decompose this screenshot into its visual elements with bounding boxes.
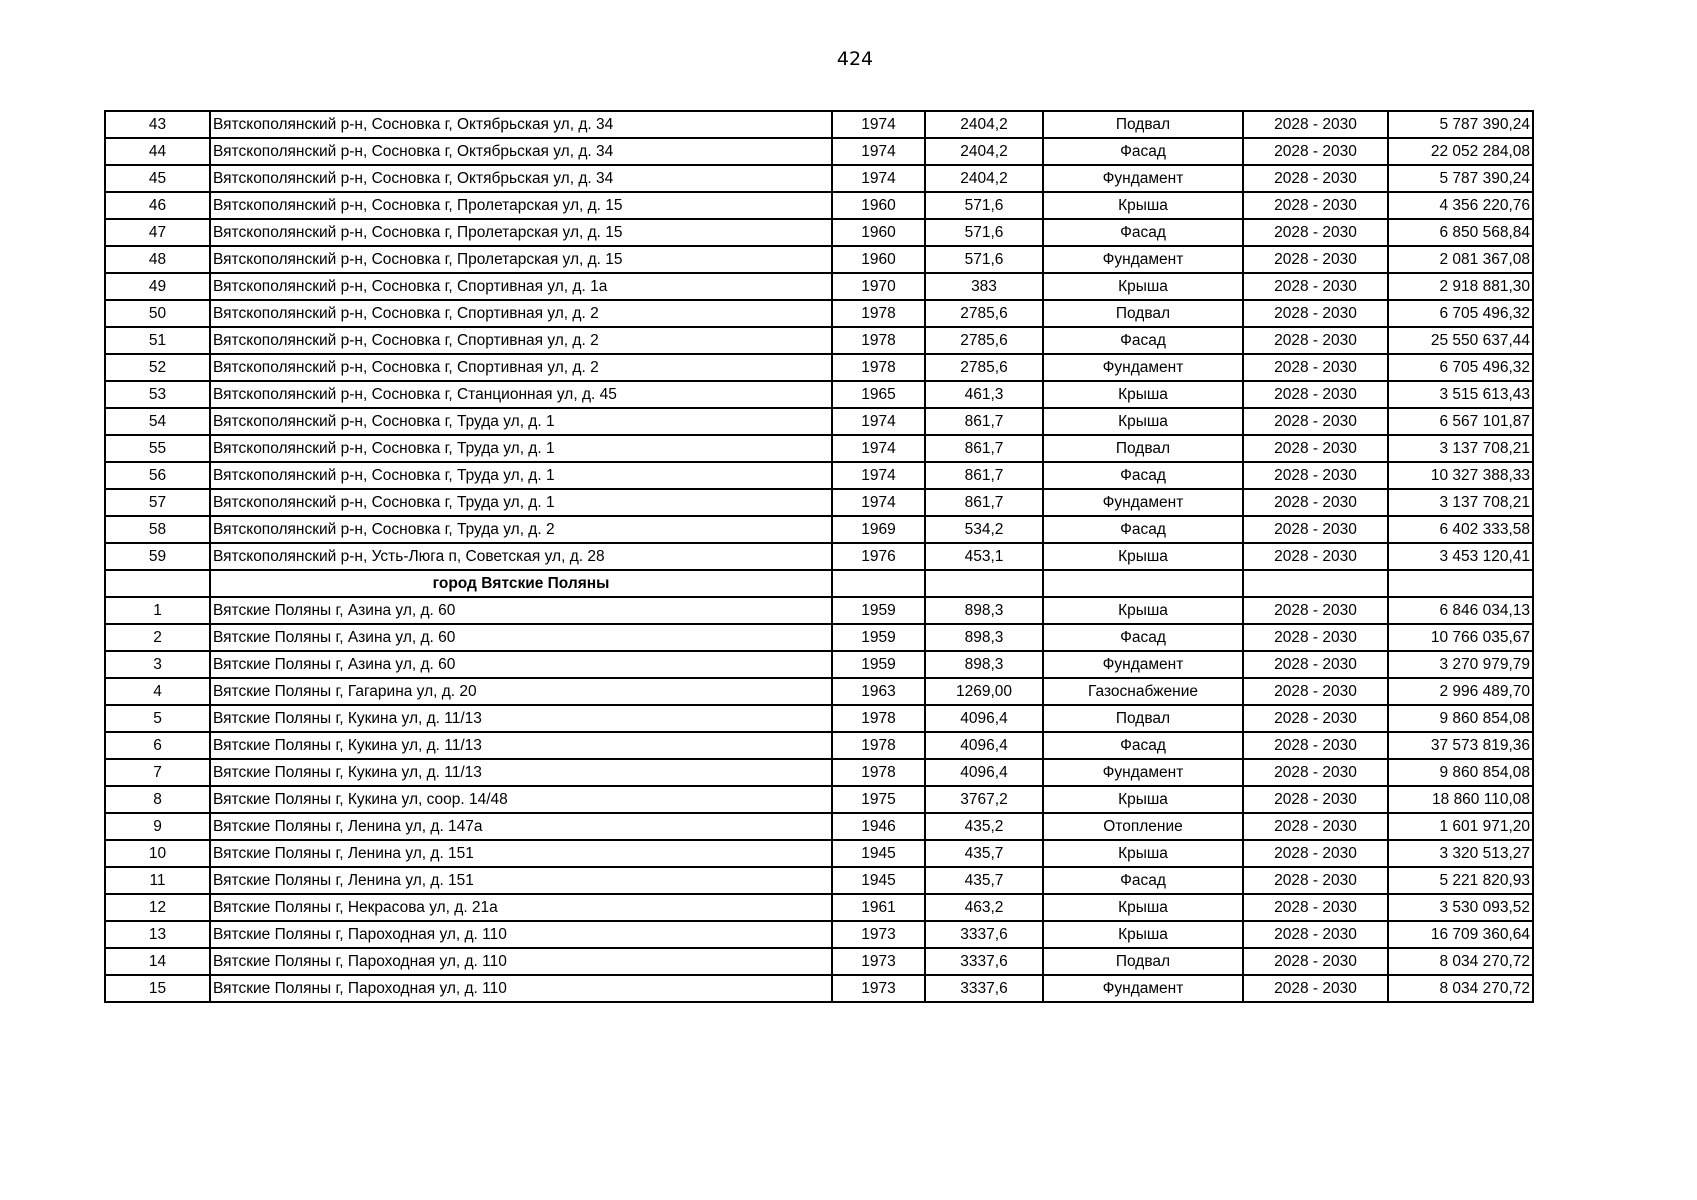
row-address: Вятские Поляны г, Ленина ул, д. 151 [210,867,832,894]
row-work-type: Фундамент [1043,975,1243,1002]
row-number: 48 [105,246,210,273]
row-period: 2028 - 2030 [1243,516,1388,543]
row-number: 49 [105,273,210,300]
row-year: 1974 [832,408,925,435]
row-work-type: Фасад [1043,219,1243,246]
row-period: 2028 - 2030 [1243,192,1388,219]
row-cost: 3 137 708,21 [1388,489,1533,516]
row-area: 4096,4 [925,705,1043,732]
row-number: 15 [105,975,210,1002]
row-cost: 5 221 820,93 [1388,867,1533,894]
row-number: 56 [105,462,210,489]
table-row [105,813,1533,840]
row-area: 461,3 [925,381,1043,408]
table-body [105,111,1533,1002]
row-work-type: Фундамент [1043,489,1243,516]
row-area: 534,2 [925,516,1043,543]
row-number: 44 [105,138,210,165]
section-empty-cell [1243,570,1388,597]
row-area: 4096,4 [925,732,1043,759]
row-period: 2028 - 2030 [1243,354,1388,381]
row-cost: 16 709 360,64 [1388,921,1533,948]
row-year: 1974 [832,462,925,489]
table-row [105,975,1533,1002]
row-address: Вятскополянский р-н, Сосновка г, Труда ул, д. 1 [210,408,832,435]
row-year: 1978 [832,732,925,759]
section-empty-cell [105,570,210,597]
row-cost: 2 996 489,70 [1388,678,1533,705]
row-number: 50 [105,300,210,327]
row-year: 1960 [832,192,925,219]
row-area: 571,6 [925,192,1043,219]
row-area: 861,7 [925,408,1043,435]
row-number: 6 [105,732,210,759]
row-cost: 6 705 496,32 [1388,354,1533,381]
row-period: 2028 - 2030 [1243,219,1388,246]
row-address: Вятскополянский р-н, Сосновка г, Спортивная ул, д. 2 [210,327,832,354]
row-work-type: Фундамент [1043,246,1243,273]
row-year: 1959 [832,651,925,678]
row-address: Вятские Поляны г, Кукина ул, д. 11/13 [210,732,832,759]
row-number: 47 [105,219,210,246]
row-area: 898,3 [925,624,1043,651]
row-area: 898,3 [925,597,1043,624]
row-work-type: Подвал [1043,435,1243,462]
row-cost: 3 453 120,41 [1388,543,1533,570]
repair-schedule-table [104,110,1534,1003]
table-row [105,354,1533,381]
table-row [105,786,1533,813]
row-number: 5 [105,705,210,732]
row-year: 1959 [832,597,925,624]
row-work-type: Фундамент [1043,651,1243,678]
row-period: 2028 - 2030 [1243,921,1388,948]
row-work-type: Фасад [1043,138,1243,165]
row-number: 10 [105,840,210,867]
table-row [105,138,1533,165]
row-number: 12 [105,894,210,921]
section-empty-cell [832,570,925,597]
row-cost: 18 860 110,08 [1388,786,1533,813]
row-cost: 6 846 034,13 [1388,597,1533,624]
page-number: 424 [836,48,874,70]
table-row [105,219,1533,246]
row-year: 1945 [832,840,925,867]
row-area: 3337,6 [925,975,1043,1002]
section-empty-cell [1388,570,1533,597]
row-area: 2404,2 [925,165,1043,192]
row-period: 2028 - 2030 [1243,867,1388,894]
row-period: 2028 - 2030 [1243,327,1388,354]
row-period: 2028 - 2030 [1243,948,1388,975]
row-work-type: Крыша [1043,840,1243,867]
table-row [105,759,1533,786]
row-number: 3 [105,651,210,678]
row-area: 463,2 [925,894,1043,921]
row-work-type: Крыша [1043,894,1243,921]
table-row [105,678,1533,705]
row-cost: 9 860 854,08 [1388,759,1533,786]
row-area: 2785,6 [925,327,1043,354]
row-cost: 8 034 270,72 [1388,948,1533,975]
row-address: Вятские Поляны г, Кукина ул, д. 11/13 [210,759,832,786]
table-row [105,381,1533,408]
row-number: 59 [105,543,210,570]
row-number: 2 [105,624,210,651]
row-cost: 6 850 568,84 [1388,219,1533,246]
row-area: 861,7 [925,489,1043,516]
section-empty-cell [925,570,1043,597]
row-cost: 22 052 284,08 [1388,138,1533,165]
row-work-type: Фасад [1043,732,1243,759]
row-year: 1970 [832,273,925,300]
row-period: 2028 - 2030 [1243,840,1388,867]
row-number: 55 [105,435,210,462]
row-year: 1978 [832,354,925,381]
row-work-type: Крыша [1043,273,1243,300]
row-area: 435,7 [925,840,1043,867]
row-period: 2028 - 2030 [1243,489,1388,516]
row-address: Вятские Поляны г, Пароходная ул, д. 110 [210,921,832,948]
row-year: 1974 [832,165,925,192]
row-period: 2028 - 2030 [1243,111,1388,138]
row-cost: 3 320 513,27 [1388,840,1533,867]
table-row [105,705,1533,732]
row-area: 1269,00 [925,678,1043,705]
table-row [105,867,1533,894]
row-cost: 10 327 388,33 [1388,462,1533,489]
row-period: 2028 - 2030 [1243,543,1388,570]
row-period: 2028 - 2030 [1243,597,1388,624]
table-row [105,624,1533,651]
row-work-type: Газоснабжение [1043,678,1243,705]
row-work-type: Фундамент [1043,165,1243,192]
row-period: 2028 - 2030 [1243,462,1388,489]
row-number: 1 [105,597,210,624]
row-year: 1976 [832,543,925,570]
row-address: Вятские Поляны г, Кукина ул, соор. 14/48 [210,786,832,813]
row-address: Вятскополянский р-н, Сосновка г, Спортивная ул, д. 2 [210,354,832,381]
row-work-type: Подвал [1043,948,1243,975]
row-address: Вятскополянский р-н, Сосновка г, Октябрьская ул, д. 34 [210,138,832,165]
table-row [105,732,1533,759]
row-number: 9 [105,813,210,840]
row-work-type: Крыша [1043,786,1243,813]
row-year: 1960 [832,219,925,246]
row-address: Вятские Поляны г, Ленина ул, д. 147а [210,813,832,840]
row-cost: 1 601 971,20 [1388,813,1533,840]
row-year: 1974 [832,111,925,138]
row-period: 2028 - 2030 [1243,732,1388,759]
row-area: 571,6 [925,246,1043,273]
row-address: Вятские Поляны г, Азина ул, д. 60 [210,597,832,624]
row-address: Вятскополянский р-н, Сосновка г, Спортивная ул, д. 1а [210,273,832,300]
row-area: 2785,6 [925,354,1043,381]
row-address: Вятские Поляны г, Азина ул, д. 60 [210,624,832,651]
row-area: 2785,6 [925,300,1043,327]
row-work-type: Фасад [1043,516,1243,543]
row-address: Вятскополянский р-н, Сосновка г, Труда ул, д. 1 [210,489,832,516]
row-year: 1969 [832,516,925,543]
row-year: 1974 [832,435,925,462]
row-cost: 25 550 637,44 [1388,327,1533,354]
row-cost: 6 705 496,32 [1388,300,1533,327]
section-header-row [105,570,1533,597]
row-area: 861,7 [925,462,1043,489]
row-cost: 2 081 367,08 [1388,246,1533,273]
table-row [105,165,1533,192]
row-number: 54 [105,408,210,435]
row-work-type: Фундамент [1043,354,1243,381]
row-address: Вятскополянский р-н, Сосновка г, Пролетарская ул, д. 15 [210,219,832,246]
row-address: Вятские Поляны г, Пароходная ул, д. 110 [210,975,832,1002]
row-year: 1978 [832,705,925,732]
row-work-type: Крыша [1043,381,1243,408]
row-address: Вятскополянский р-н, Сосновка г, Октябрьская ул, д. 34 [210,111,832,138]
row-cost: 10 766 035,67 [1388,624,1533,651]
row-address: Вятскополянский р-н, Сосновка г, Труда ул, д. 1 [210,435,832,462]
row-period: 2028 - 2030 [1243,165,1388,192]
row-period: 2028 - 2030 [1243,381,1388,408]
row-period: 2028 - 2030 [1243,408,1388,435]
row-period: 2028 - 2030 [1243,786,1388,813]
table-row [105,273,1533,300]
row-cost: 9 860 854,08 [1388,705,1533,732]
row-year: 1974 [832,489,925,516]
table-row [105,489,1533,516]
row-number: 52 [105,354,210,381]
row-cost: 3 137 708,21 [1388,435,1533,462]
row-address: Вятскополянский р-н, Сосновка г, Станционная ул, д. 45 [210,381,832,408]
row-address: Вятскополянский р-н, Сосновка г, Спортивная ул, д. 2 [210,300,832,327]
row-area: 435,2 [925,813,1043,840]
row-number: 8 [105,786,210,813]
row-period: 2028 - 2030 [1243,624,1388,651]
row-number: 46 [105,192,210,219]
table-row [105,327,1533,354]
row-period: 2028 - 2030 [1243,678,1388,705]
row-year: 1973 [832,975,925,1002]
row-area: 435,7 [925,867,1043,894]
row-area: 3337,6 [925,921,1043,948]
row-cost: 4 356 220,76 [1388,192,1533,219]
row-number: 4 [105,678,210,705]
row-period: 2028 - 2030 [1243,705,1388,732]
row-year: 1974 [832,138,925,165]
row-number: 45 [105,165,210,192]
row-number: 14 [105,948,210,975]
row-period: 2028 - 2030 [1243,246,1388,273]
table-row [105,408,1533,435]
table-row [105,516,1533,543]
row-year: 1978 [832,759,925,786]
row-year: 1973 [832,921,925,948]
row-year: 1978 [832,300,925,327]
row-area: 4096,4 [925,759,1043,786]
row-address: Вятские Поляны г, Некрасова ул, д. 21а [210,894,832,921]
row-area: 3337,6 [925,948,1043,975]
section-title: город Вятские Поляны [210,570,832,597]
row-work-type: Подвал [1043,300,1243,327]
row-year: 1975 [832,786,925,813]
row-number: 13 [105,921,210,948]
row-year: 1963 [832,678,925,705]
row-period: 2028 - 2030 [1243,435,1388,462]
table-row [105,543,1533,570]
row-period: 2028 - 2030 [1243,894,1388,921]
row-work-type: Отопление [1043,813,1243,840]
row-year: 1960 [832,246,925,273]
row-period: 2028 - 2030 [1243,273,1388,300]
row-period: 2028 - 2030 [1243,651,1388,678]
row-number: 58 [105,516,210,543]
row-number: 57 [105,489,210,516]
row-period: 2028 - 2030 [1243,300,1388,327]
row-number: 7 [105,759,210,786]
table-row [105,192,1533,219]
row-work-type: Фасад [1043,462,1243,489]
row-cost: 5 787 390,24 [1388,111,1533,138]
row-area: 3767,2 [925,786,1043,813]
row-cost: 8 034 270,72 [1388,975,1533,1002]
table-row [105,894,1533,921]
row-number: 51 [105,327,210,354]
row-number: 43 [105,111,210,138]
row-year: 1965 [832,381,925,408]
row-cost: 3 530 093,52 [1388,894,1533,921]
row-address: Вятскополянский р-н, Усть-Люга п, Советская ул, д. 28 [210,543,832,570]
row-area: 861,7 [925,435,1043,462]
row-work-type: Фундамент [1043,759,1243,786]
row-address: Вятские Поляны г, Ленина ул, д. 151 [210,840,832,867]
row-area: 2404,2 [925,138,1043,165]
row-work-type: Крыша [1043,408,1243,435]
row-area: 898,3 [925,651,1043,678]
section-empty-cell [1043,570,1243,597]
row-address: Вятские Поляны г, Азина ул, д. 60 [210,651,832,678]
row-work-type: Крыша [1043,597,1243,624]
row-area: 571,6 [925,219,1043,246]
table-row [105,300,1533,327]
table-row [105,462,1533,489]
table-row [105,597,1533,624]
row-cost: 3 515 613,43 [1388,381,1533,408]
row-address: Вятскополянский р-н, Сосновка г, Пролетарская ул, д. 15 [210,246,832,273]
row-cost: 5 787 390,24 [1388,165,1533,192]
row-work-type: Подвал [1043,111,1243,138]
row-area: 383 [925,273,1043,300]
table-row [105,948,1533,975]
row-address: Вятскополянский р-н, Сосновка г, Труда ул, д. 1 [210,462,832,489]
row-cost: 3 270 979,79 [1388,651,1533,678]
row-work-type: Крыша [1043,192,1243,219]
row-cost: 6 402 333,58 [1388,516,1533,543]
table-row [105,921,1533,948]
row-cost: 6 567 101,87 [1388,408,1533,435]
row-address: Вятские Поляны г, Пароходная ул, д. 110 [210,948,832,975]
row-address: Вятскополянский р-н, Сосновка г, Пролетарская ул, д. 15 [210,192,832,219]
row-period: 2028 - 2030 [1243,759,1388,786]
table-row [105,840,1533,867]
row-period: 2028 - 2030 [1243,138,1388,165]
row-number: 11 [105,867,210,894]
row-address: Вятскополянский р-н, Сосновка г, Труда ул, д. 2 [210,516,832,543]
row-number: 53 [105,381,210,408]
table-row [105,651,1533,678]
row-year: 1945 [832,867,925,894]
row-work-type: Фасад [1043,867,1243,894]
row-period: 2028 - 2030 [1243,975,1388,1002]
row-cost: 37 573 819,36 [1388,732,1533,759]
row-address: Вятскополянский р-н, Сосновка г, Октябрьская ул, д. 34 [210,165,832,192]
table-row [105,111,1533,138]
row-work-type: Фасад [1043,327,1243,354]
row-work-type: Крыша [1043,921,1243,948]
row-period: 2028 - 2030 [1243,813,1388,840]
row-year: 1961 [832,894,925,921]
table-row [105,246,1533,273]
row-address: Вятские Поляны г, Гагарина ул, д. 20 [210,678,832,705]
row-work-type: Крыша [1043,543,1243,570]
row-address: Вятские Поляны г, Кукина ул, д. 11/13 [210,705,832,732]
row-work-type: Подвал [1043,705,1243,732]
row-cost: 2 918 881,30 [1388,273,1533,300]
row-year: 1946 [832,813,925,840]
row-year: 1978 [832,327,925,354]
row-year: 1959 [832,624,925,651]
row-area: 453,1 [925,543,1043,570]
table-row [105,435,1533,462]
row-work-type: Фасад [1043,624,1243,651]
row-year: 1973 [832,948,925,975]
row-area: 2404,2 [925,111,1043,138]
